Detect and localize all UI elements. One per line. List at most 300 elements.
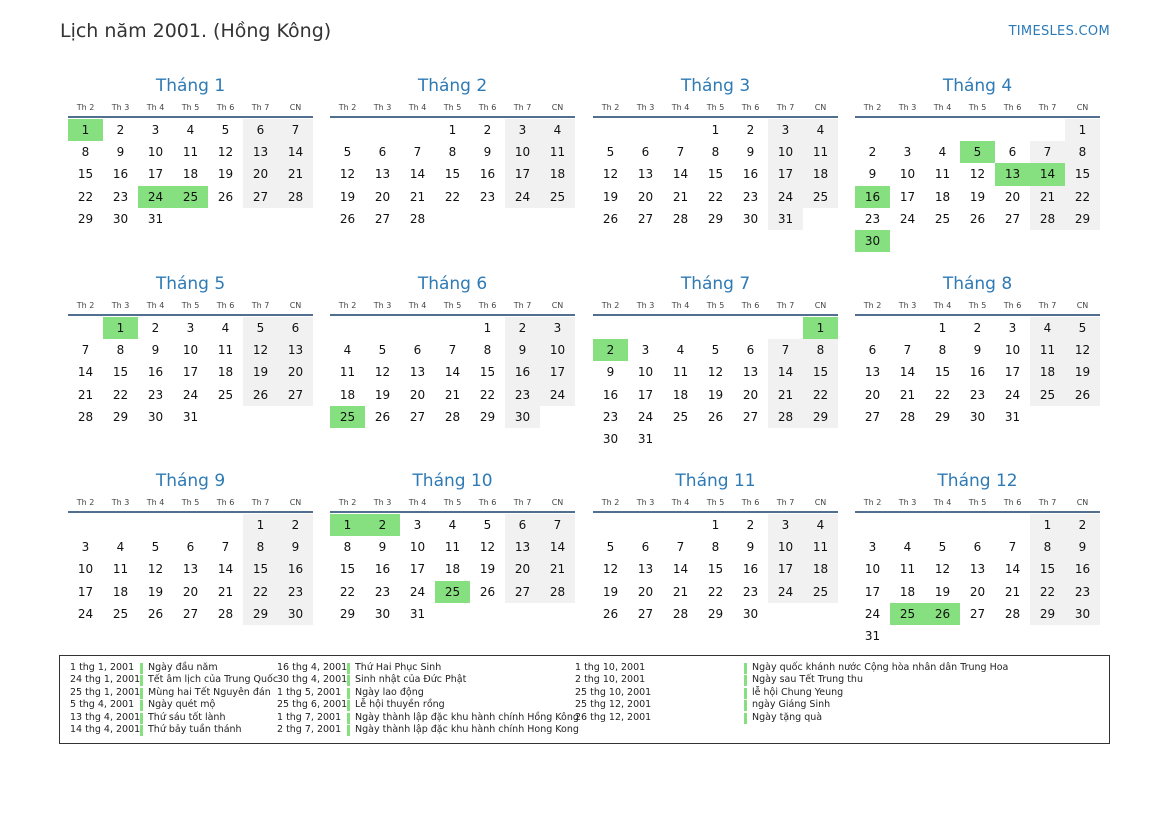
day-cell: 23 bbox=[742, 584, 759, 599]
day-cell: 17 bbox=[409, 562, 426, 577]
weekday-header: Th 4 bbox=[671, 301, 690, 310]
weekday-header: Th 6 bbox=[478, 301, 497, 310]
day-cell: 27 bbox=[409, 409, 426, 424]
day-cell: 31 bbox=[182, 409, 199, 424]
day-cell: 30 bbox=[147, 409, 164, 424]
holiday-legend bbox=[59, 655, 1110, 744]
holiday-date: 2 thg 10, 2001 bbox=[575, 674, 646, 686]
holiday-name: Ngày đầu năm bbox=[148, 662, 218, 673]
day-cell: 9 bbox=[378, 540, 387, 555]
day-cell: 20 bbox=[374, 189, 391, 204]
day-cell: 27 bbox=[243, 186, 278, 208]
month-calendar bbox=[855, 74, 1100, 252]
weekday-header: Th 3 bbox=[636, 103, 655, 112]
month-name: Tháng 7 bbox=[680, 274, 751, 294]
holiday-day-cell: 25 bbox=[173, 186, 208, 208]
weekday-header: Th 5 bbox=[443, 301, 462, 310]
day-cell: 16 bbox=[278, 558, 313, 580]
weekday-header: Th 5 bbox=[181, 498, 200, 507]
day-cell: 13 bbox=[243, 141, 278, 163]
day-cell: 19 bbox=[147, 584, 164, 599]
day-cell: 21 bbox=[409, 189, 426, 204]
day-cell: 15 bbox=[444, 167, 461, 182]
day-cell: 28 bbox=[672, 606, 689, 621]
year-calendar-grid bbox=[68, 74, 1102, 654]
day-cell: 30 bbox=[1065, 603, 1100, 625]
day-cell: 7 bbox=[221, 540, 230, 555]
day-cell: 2 bbox=[278, 514, 313, 536]
month-days bbox=[593, 317, 838, 450]
empty-cell bbox=[365, 119, 400, 141]
empty-cell bbox=[435, 317, 470, 339]
day-cell: 31 bbox=[409, 606, 426, 621]
day-cell: 28 bbox=[77, 409, 94, 424]
weekday-header: Th 6 bbox=[741, 103, 760, 112]
empty-cell bbox=[68, 317, 103, 339]
day-cell: 22 bbox=[479, 387, 496, 402]
weekday-header-row bbox=[855, 102, 1100, 118]
weekday-header-row bbox=[593, 102, 838, 118]
day-cell: 5 bbox=[483, 518, 492, 532]
day-cell: 18 bbox=[540, 163, 575, 185]
day-cell: 31 bbox=[147, 211, 164, 226]
day-cell: 8 bbox=[483, 343, 492, 358]
day-cell: 30 bbox=[742, 211, 759, 226]
holiday-name: Ngày lao động bbox=[355, 686, 424, 698]
day-cell: 11 bbox=[934, 167, 951, 182]
day-cell: 24 bbox=[182, 387, 199, 402]
month-calendar bbox=[593, 469, 838, 625]
day-cell: 2 bbox=[746, 518, 755, 532]
holiday-name: ngày Giáng Sinh bbox=[752, 699, 831, 711]
day-cell: 18 bbox=[217, 365, 234, 380]
weekday-header: Th 2 bbox=[863, 103, 882, 112]
day-cell: 28 bbox=[672, 211, 689, 226]
month-name: Tháng 1 bbox=[155, 76, 226, 96]
day-cell: 21 bbox=[77, 387, 94, 402]
weekday-header: Th 4 bbox=[671, 498, 690, 507]
day-cell: 5 bbox=[343, 145, 352, 160]
day-cell: 20 bbox=[969, 584, 986, 599]
weekday-header-row bbox=[330, 497, 575, 513]
day-cell: 10 bbox=[637, 365, 654, 380]
day-cell: 29 bbox=[707, 211, 724, 226]
day-cell: 20 bbox=[278, 361, 313, 383]
day-cell: 25 bbox=[1030, 384, 1065, 406]
day-cell: 10 bbox=[182, 343, 199, 358]
weekday-header: Th 6 bbox=[1003, 498, 1022, 507]
day-cell: 9 bbox=[973, 343, 982, 358]
day-cell: 8 bbox=[711, 540, 720, 555]
day-cell: 23 bbox=[969, 387, 986, 402]
day-cell: 20 bbox=[1004, 189, 1021, 204]
day-cell: 22 bbox=[707, 584, 724, 599]
holiday-color-marker bbox=[140, 688, 143, 699]
holiday-color-marker bbox=[347, 725, 350, 736]
day-cell: 7 bbox=[540, 514, 575, 536]
weekday-header: Th 4 bbox=[933, 103, 952, 112]
empty-cell bbox=[960, 514, 995, 536]
empty-cell bbox=[768, 317, 803, 339]
day-cell: 10 bbox=[768, 141, 803, 163]
day-cell: 16 bbox=[112, 167, 129, 182]
day-cell: 2 bbox=[1065, 514, 1100, 536]
day-cell: 19 bbox=[602, 189, 619, 204]
holiday-day-cell: 1 bbox=[330, 514, 365, 536]
day-cell: 12 bbox=[934, 562, 951, 577]
day-cell: 30 bbox=[969, 409, 986, 424]
day-cell: 3 bbox=[151, 123, 160, 137]
weekday-header: Th 3 bbox=[636, 301, 655, 310]
day-cell: 21 bbox=[217, 584, 234, 599]
day-cell: 27 bbox=[374, 211, 391, 226]
day-cell: 19 bbox=[339, 189, 356, 204]
site-brand-link[interactable]: TIMESLES.COM bbox=[1008, 24, 1110, 39]
holiday-date: 25 thg 10, 2001 bbox=[575, 686, 652, 698]
day-cell: 2 bbox=[505, 317, 540, 339]
day-cell: 6 bbox=[505, 514, 540, 536]
day-cell: 8 bbox=[116, 343, 125, 358]
day-cell: 16 bbox=[479, 167, 496, 182]
day-cell: 19 bbox=[934, 584, 951, 599]
weekday-header: Th 7 bbox=[513, 301, 532, 310]
weekday-header: CN bbox=[814, 103, 827, 112]
holiday-date: 26 thg 12, 2001 bbox=[575, 711, 652, 723]
day-cell: 22 bbox=[803, 384, 838, 406]
day-cell: 19 bbox=[969, 189, 986, 204]
holiday-day-cell: 2 bbox=[365, 514, 400, 536]
day-cell: 6 bbox=[746, 343, 755, 358]
day-cell: 28 bbox=[540, 581, 575, 603]
day-cell: 11 bbox=[182, 145, 199, 160]
holiday-color-marker bbox=[347, 688, 350, 699]
day-cell: 31 bbox=[864, 628, 881, 643]
day-cell: 18 bbox=[803, 163, 838, 185]
holiday-color-marker bbox=[347, 675, 350, 686]
day-cell: 19 bbox=[707, 387, 724, 402]
day-cell: 5 bbox=[711, 343, 720, 358]
day-cell: 23 bbox=[1065, 581, 1100, 603]
day-cell: 26 bbox=[339, 211, 356, 226]
holiday-date: 5 thg 4, 2001 bbox=[70, 699, 135, 711]
day-cell: 25 bbox=[672, 409, 689, 424]
day-cell: 19 bbox=[217, 167, 234, 182]
day-cell: 15 bbox=[112, 365, 129, 380]
holiday-color-marker bbox=[347, 663, 350, 674]
day-cell: 24 bbox=[409, 584, 426, 599]
day-cell: 30 bbox=[374, 606, 391, 621]
day-cell: 29 bbox=[243, 603, 278, 625]
day-cell: 23 bbox=[505, 384, 540, 406]
day-cell: 8 bbox=[343, 540, 352, 555]
day-cell: 26 bbox=[479, 584, 496, 599]
weekday-header: Th 5 bbox=[706, 103, 725, 112]
day-cell: 3 bbox=[186, 321, 195, 335]
holiday-date: 16 thg 4, 2001 bbox=[277, 662, 348, 673]
day-cell: 27 bbox=[637, 211, 654, 226]
day-cell: 4 bbox=[343, 343, 352, 358]
day-cell: 3 bbox=[1008, 321, 1017, 335]
day-cell: 22 bbox=[707, 189, 724, 204]
month-name: Tháng 8 bbox=[942, 274, 1013, 294]
weekday-header: Th 2 bbox=[76, 301, 95, 310]
month-days bbox=[68, 119, 313, 230]
day-cell: 12 bbox=[707, 365, 724, 380]
day-cell: 15 bbox=[707, 167, 724, 182]
day-cell: 30 bbox=[602, 431, 619, 446]
day-cell: 6 bbox=[378, 145, 387, 160]
day-cell: 12 bbox=[374, 365, 391, 380]
month-days bbox=[855, 514, 1100, 647]
holiday-name: lễ hội Chung Yeung bbox=[752, 686, 844, 698]
day-cell: 16 bbox=[602, 387, 619, 402]
day-cell: 14 bbox=[672, 562, 689, 577]
holiday-date: 25 thg 12, 2001 bbox=[575, 699, 652, 711]
day-cell: 29 bbox=[77, 211, 94, 226]
day-cell: 23 bbox=[147, 387, 164, 402]
weekday-header: Th 3 bbox=[111, 103, 130, 112]
weekday-header: Th 2 bbox=[601, 103, 620, 112]
holiday-name: Sinh nhật của Đức Phật bbox=[355, 674, 467, 686]
day-cell: 7 bbox=[81, 343, 90, 358]
holiday-day-cell: 16 bbox=[855, 186, 890, 208]
day-cell: 11 bbox=[540, 141, 575, 163]
weekday-header: Th 2 bbox=[338, 103, 357, 112]
empty-cell bbox=[663, 119, 698, 141]
day-cell: 24 bbox=[540, 384, 575, 406]
day-cell: 16 bbox=[1065, 558, 1100, 580]
day-cell: 25 bbox=[540, 186, 575, 208]
day-cell: 13 bbox=[409, 365, 426, 380]
day-cell: 27 bbox=[182, 606, 199, 621]
day-cell: 18 bbox=[444, 562, 461, 577]
day-cell: 30 bbox=[505, 406, 540, 428]
day-cell: 5 bbox=[1065, 317, 1100, 339]
day-cell: 28 bbox=[444, 409, 461, 424]
empty-cell bbox=[890, 317, 925, 339]
day-cell: 22 bbox=[339, 584, 356, 599]
day-cell: 17 bbox=[768, 163, 803, 185]
day-cell: 7 bbox=[413, 145, 422, 160]
day-cell: 10 bbox=[147, 145, 164, 160]
empty-cell bbox=[330, 119, 365, 141]
holiday-color-marker bbox=[347, 713, 350, 724]
weekday-header: Th 4 bbox=[933, 498, 952, 507]
day-cell: 9 bbox=[1065, 536, 1100, 558]
holiday-day-cell: 25 bbox=[330, 406, 365, 428]
day-cell: 24 bbox=[505, 186, 540, 208]
day-cell: 27 bbox=[864, 409, 881, 424]
month-calendar bbox=[330, 272, 575, 428]
day-cell: 25 bbox=[112, 606, 129, 621]
holiday-date: 1 thg 10, 2001 bbox=[575, 662, 646, 673]
empty-cell bbox=[628, 514, 663, 536]
weekday-header: Th 7 bbox=[1038, 103, 1057, 112]
empty-cell bbox=[1030, 119, 1065, 141]
day-cell: 15 bbox=[934, 365, 951, 380]
weekday-header-row bbox=[855, 497, 1100, 513]
weekday-header: Th 7 bbox=[776, 103, 795, 112]
day-cell: 4 bbox=[540, 119, 575, 141]
day-cell: 8 bbox=[938, 343, 947, 358]
month-calendar bbox=[593, 74, 838, 230]
month-days bbox=[593, 514, 838, 625]
day-cell: 15 bbox=[479, 365, 496, 380]
day-cell: 15 bbox=[243, 558, 278, 580]
month-days bbox=[330, 514, 575, 625]
weekday-header: Th 6 bbox=[1003, 301, 1022, 310]
day-cell: 12 bbox=[479, 540, 496, 555]
weekday-header: CN bbox=[551, 301, 564, 310]
day-cell: 20 bbox=[637, 584, 654, 599]
day-cell: 6 bbox=[1008, 145, 1017, 160]
day-cell: 14 bbox=[768, 361, 803, 383]
day-cell: 16 bbox=[969, 365, 986, 380]
holiday-date: 24 thg 1, 2001 bbox=[70, 674, 141, 686]
day-cell: 11 bbox=[803, 141, 838, 163]
empty-cell bbox=[628, 119, 663, 141]
holiday-date: 25 thg 6, 2001 bbox=[277, 699, 348, 711]
day-cell: 11 bbox=[1030, 339, 1065, 361]
empty-cell bbox=[208, 514, 243, 536]
holiday-color-marker bbox=[140, 700, 143, 711]
weekday-header: Th 6 bbox=[216, 301, 235, 310]
day-cell: 25 bbox=[934, 211, 951, 226]
day-cell: 4 bbox=[1030, 317, 1065, 339]
day-cell: 18 bbox=[112, 584, 129, 599]
day-cell: 20 bbox=[182, 584, 199, 599]
month-calendar bbox=[68, 272, 313, 428]
day-cell: 13 bbox=[278, 339, 313, 361]
month-name: Tháng 6 bbox=[417, 274, 488, 294]
holiday-day-cell: 13 bbox=[995, 163, 1030, 185]
weekday-header: Th 4 bbox=[146, 301, 165, 310]
day-cell: 11 bbox=[444, 540, 461, 555]
weekday-header: Th 7 bbox=[251, 301, 270, 310]
day-cell: 21 bbox=[768, 384, 803, 406]
day-cell: 1 bbox=[1030, 514, 1065, 536]
day-cell: 15 bbox=[77, 167, 94, 182]
day-cell: 11 bbox=[899, 562, 916, 577]
day-cell: 31 bbox=[1004, 409, 1021, 424]
weekday-header: Th 2 bbox=[338, 301, 357, 310]
day-cell: 3 bbox=[505, 119, 540, 141]
day-cell: 26 bbox=[1065, 384, 1100, 406]
day-cell: 29 bbox=[707, 606, 724, 621]
day-cell: 7 bbox=[278, 119, 313, 141]
weekday-header: Th 2 bbox=[338, 498, 357, 507]
day-cell: 1 bbox=[483, 321, 492, 335]
day-cell: 14 bbox=[409, 167, 426, 182]
weekday-header-row bbox=[330, 300, 575, 316]
day-cell: 12 bbox=[147, 562, 164, 577]
day-cell: 9 bbox=[606, 365, 615, 380]
day-cell: 26 bbox=[969, 211, 986, 226]
day-cell: 26 bbox=[243, 384, 278, 406]
month-days bbox=[330, 317, 575, 428]
day-cell: 6 bbox=[641, 540, 650, 555]
day-cell: 25 bbox=[217, 387, 234, 402]
weekday-header: Th 5 bbox=[181, 301, 200, 310]
weekday-header-row bbox=[68, 497, 313, 513]
empty-cell bbox=[628, 317, 663, 339]
day-cell: 18 bbox=[934, 189, 951, 204]
holiday-color-marker bbox=[744, 663, 747, 674]
holiday-name: Ngày sau Tết Trung thu bbox=[752, 674, 863, 686]
weekday-header: Th 2 bbox=[76, 103, 95, 112]
weekday-header: Th 5 bbox=[968, 301, 987, 310]
weekday-header: Th 7 bbox=[251, 103, 270, 112]
weekday-header: CN bbox=[814, 498, 827, 507]
day-cell: 2 bbox=[483, 123, 492, 137]
weekday-header: Th 6 bbox=[741, 498, 760, 507]
empty-cell bbox=[698, 317, 733, 339]
day-cell: 14 bbox=[540, 536, 575, 558]
day-cell: 7 bbox=[448, 343, 457, 358]
day-cell: 4 bbox=[186, 123, 195, 137]
day-cell: 20 bbox=[505, 558, 540, 580]
day-cell: 5 bbox=[243, 317, 278, 339]
weekday-header-row bbox=[855, 300, 1100, 316]
day-cell: 6 bbox=[243, 119, 278, 141]
day-cell: 27 bbox=[742, 409, 759, 424]
empty-cell bbox=[663, 317, 698, 339]
month-calendar bbox=[330, 74, 575, 230]
day-cell: 15 bbox=[1030, 558, 1065, 580]
day-cell: 30 bbox=[112, 211, 129, 226]
weekday-header: Th 6 bbox=[1003, 103, 1022, 112]
day-cell: 18 bbox=[1030, 361, 1065, 383]
month-calendar bbox=[330, 469, 575, 625]
day-cell: 1 bbox=[938, 321, 947, 335]
day-cell: 8 bbox=[1030, 536, 1065, 558]
day-cell: 9 bbox=[746, 540, 755, 555]
day-cell: 10 bbox=[899, 167, 916, 182]
day-cell: 25 bbox=[803, 581, 838, 603]
day-cell: 9 bbox=[151, 343, 160, 358]
weekday-header: Th 5 bbox=[443, 498, 462, 507]
holiday-name: Tết âm lịch của Trung Quốc bbox=[148, 674, 279, 686]
day-cell: 21 bbox=[672, 189, 689, 204]
day-cell: 3 bbox=[81, 540, 90, 555]
weekday-header: Th 3 bbox=[111, 301, 130, 310]
day-cell: 10 bbox=[77, 562, 94, 577]
day-cell: 4 bbox=[116, 540, 125, 555]
weekday-header: Th 7 bbox=[776, 498, 795, 507]
day-cell: 26 bbox=[602, 211, 619, 226]
empty-cell bbox=[400, 119, 435, 141]
day-cell: 9 bbox=[116, 145, 125, 160]
weekday-header: Th 7 bbox=[776, 301, 795, 310]
day-cell: 14 bbox=[1004, 562, 1021, 577]
holiday-color-marker bbox=[140, 675, 143, 686]
day-cell: 26 bbox=[217, 189, 234, 204]
day-cell: 14 bbox=[899, 365, 916, 380]
day-cell: 23 bbox=[112, 189, 129, 204]
day-cell: 2 bbox=[151, 321, 160, 335]
weekday-header: Th 6 bbox=[216, 103, 235, 112]
day-cell: 24 bbox=[1004, 387, 1021, 402]
weekday-header: CN bbox=[1076, 301, 1089, 310]
day-cell: 22 bbox=[77, 189, 94, 204]
holiday-name: Mùng hai Tết Nguyên đán bbox=[148, 686, 271, 698]
month-days bbox=[68, 317, 313, 428]
day-cell: 23 bbox=[742, 189, 759, 204]
weekday-header: Th 2 bbox=[863, 498, 882, 507]
weekday-header: Th 5 bbox=[706, 301, 725, 310]
day-cell: 3 bbox=[413, 518, 422, 532]
day-cell: 20 bbox=[409, 387, 426, 402]
